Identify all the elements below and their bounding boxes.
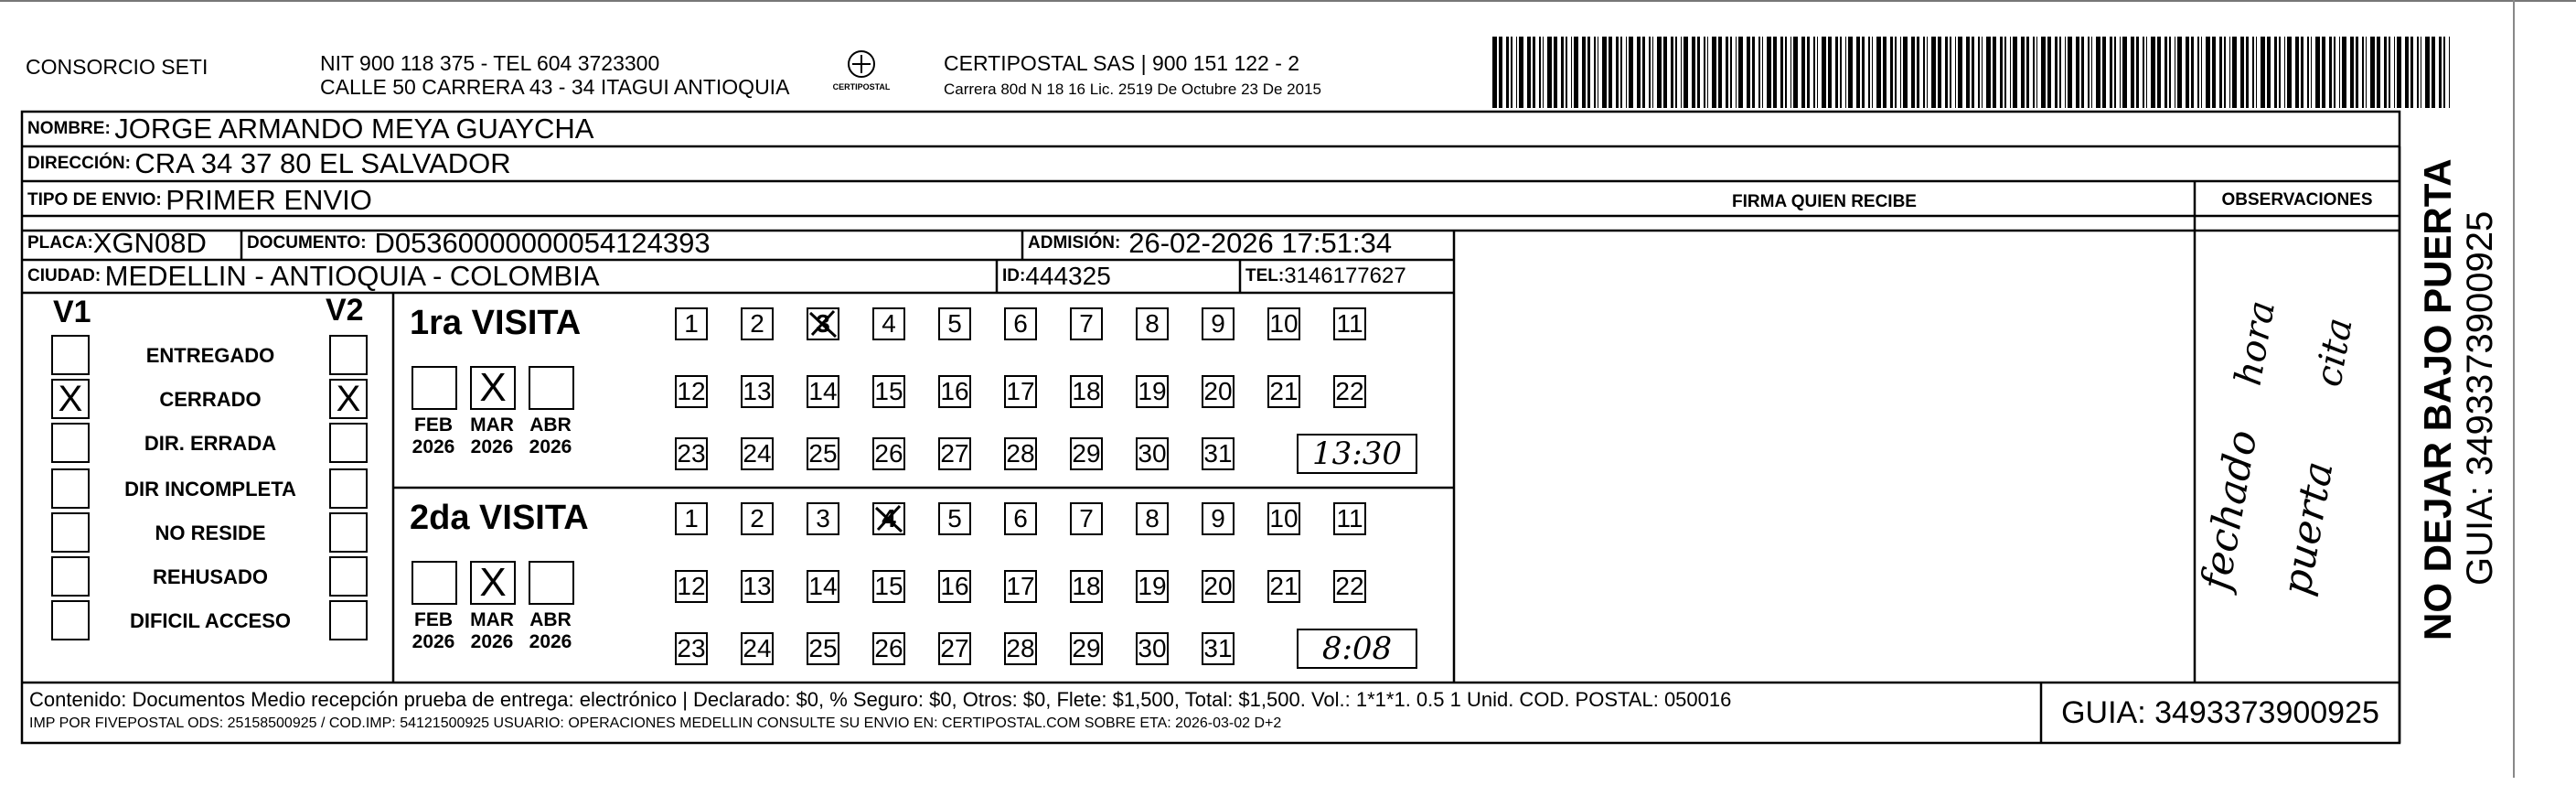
- day-box[interactable]: 20: [1202, 570, 1235, 603]
- month-year: 2026: [470, 631, 514, 652]
- v1-checkbox[interactable]: [51, 335, 90, 375]
- v1-label: V1: [53, 295, 91, 329]
- document-value: D05360000000054124393: [374, 227, 711, 259]
- status-option-label: REHUSADO: [153, 565, 268, 588]
- v2-checkbox[interactable]: [329, 512, 368, 553]
- day-box[interactable]: 2: [741, 502, 774, 535]
- day-box[interactable]: 17: [1004, 375, 1037, 408]
- time-box[interactable]: 8:08: [1297, 629, 1417, 669]
- recipient-address: CRA 34 37 80 EL SALVADOR: [134, 147, 511, 179]
- v1-checkbox[interactable]: [51, 512, 90, 553]
- admission-label: ADMISIÓN:: [1028, 233, 1121, 253]
- month-checkbox[interactable]: X: [470, 366, 516, 410]
- day-box[interactable]: 14: [807, 570, 839, 603]
- plate-label: PLACA:: [27, 233, 93, 253]
- v2-label: V2: [326, 293, 364, 328]
- day-box[interactable]: 30: [1136, 437, 1169, 470]
- day-box[interactable]: 6: [1004, 307, 1037, 340]
- day-box[interactable]: 24: [741, 437, 774, 470]
- day-box[interactable]: 14: [807, 375, 839, 408]
- city-label: CIUDAD:: [27, 266, 102, 285]
- v1-checkbox[interactable]: [51, 556, 90, 597]
- document-label: DOCUMENTO:: [247, 233, 367, 253]
- month-year: 2026: [470, 436, 514, 457]
- v2-checkbox[interactable]: X: [329, 379, 368, 419]
- day-box[interactable]: 31: [1202, 437, 1235, 470]
- v2-checkbox[interactable]: [329, 335, 368, 375]
- name-label: NOMBRE:: [27, 119, 111, 138]
- v2-checkbox[interactable]: [329, 423, 368, 463]
- type-label: TIPO DE ENVIO:: [27, 190, 162, 210]
- id-value: 444325: [1025, 262, 1111, 290]
- day-box[interactable]: 10: [1267, 502, 1300, 535]
- day-box[interactable]: 26: [872, 437, 905, 470]
- id-label: ID:: [1002, 266, 1026, 285]
- plate-value: XGN08D: [92, 227, 207, 259]
- day-box[interactable]: 5: [938, 307, 971, 340]
- print-info-line: IMP POR FIVEPOSTAL ODS: 25158500925 / COD.IMP: 54121500925 USUARIO: OPERACIONES MEDELLIN CONSULTE SU ENVIO EN: CERTIPOSTAL.COM SOBRE ETA: 2026-03-02 D+2: [29, 715, 1282, 731]
- v1-checkbox[interactable]: [51, 468, 90, 509]
- month-label: MAR: [470, 414, 514, 436]
- v1-checkbox[interactable]: [51, 600, 90, 640]
- visit-title: 2da VISITA: [410, 499, 589, 537]
- observation-handwriting-1: fechado: [2192, 426, 2267, 594]
- admission-value: 26-02-2026 17:51:34: [1128, 227, 1393, 259]
- admission-cell: [1022, 227, 1454, 260]
- day-box[interactable]: 5: [938, 502, 971, 535]
- day-box[interactable]: 28: [1004, 437, 1037, 470]
- day-box[interactable]: 20: [1202, 375, 1235, 408]
- signature-header: FIRMA QUIEN RECIBE: [1732, 192, 1917, 211]
- day-box[interactable]: 10: [1267, 307, 1300, 340]
- handwritten-x-mark: [872, 502, 905, 535]
- license-line: Carrera 80d N 18 16 Lic. 2519 De Octubre 23 De 2015: [944, 81, 1321, 98]
- address-line: CALLE 50 CARRERA 43 - 34 ITAGUI ANTIOQUIA: [320, 75, 790, 99]
- day-box[interactable]: 1: [675, 502, 708, 535]
- side-warning: NO DEJAR BAJO PUERTA: [2416, 158, 2459, 640]
- city-cell: [22, 260, 997, 293]
- address-label: DIRECCIÓN:: [27, 154, 131, 173]
- v1-checkbox[interactable]: X: [51, 379, 90, 419]
- type-row: [22, 185, 1302, 216]
- shipment-type: PRIMER ENVIO: [166, 185, 372, 216]
- observation-handwriting-3: hora: [2227, 297, 2284, 389]
- side-guia: GUIA: 3493373900925: [2460, 210, 2500, 586]
- day-box[interactable]: 2: [741, 307, 774, 340]
- day-box[interactable]: 21: [1267, 570, 1300, 603]
- day-box[interactable]: 4: [872, 502, 905, 535]
- observations-area: [2192, 231, 2400, 683]
- day-box[interactable]: 9: [1202, 502, 1235, 535]
- day-box[interactable]: 13: [741, 375, 774, 408]
- day-box[interactable]: 15: [872, 570, 905, 603]
- month-year: 2026: [412, 436, 455, 457]
- month-checkbox[interactable]: [529, 561, 574, 605]
- status-option-label: DIR INCOMPLETA: [124, 478, 296, 500]
- tel-value: 3146177627: [1284, 264, 1406, 288]
- day-box[interactable]: 8: [1136, 502, 1169, 535]
- day-box[interactable]: 24: [741, 632, 774, 665]
- v2-checkbox[interactable]: [329, 600, 368, 640]
- company-name: CONSORCIO SETI: [26, 55, 208, 79]
- day-box[interactable]: 21: [1267, 375, 1300, 408]
- day-box[interactable]: 9: [1202, 307, 1235, 340]
- month-label: FEB: [414, 609, 453, 630]
- day-box[interactable]: 26: [872, 632, 905, 665]
- day-box[interactable]: 12: [675, 570, 708, 603]
- day-box[interactable]: 16: [938, 375, 971, 408]
- day-box[interactable]: 19: [1136, 375, 1169, 408]
- day-box[interactable]: 16: [938, 570, 971, 603]
- tel-cell: [1240, 260, 1454, 293]
- tel-label: TEL:: [1245, 266, 1285, 285]
- city-value: MEDELLIN - ANTIOQUIA - COLOMBIA: [104, 260, 600, 292]
- month-checkbox[interactable]: X: [470, 561, 516, 605]
- day-box[interactable]: 6: [1004, 502, 1037, 535]
- day-box[interactable]: 15: [872, 375, 905, 408]
- day-box[interactable]: 3: [807, 307, 839, 340]
- day-box[interactable]: 18: [1070, 570, 1103, 603]
- month-year: 2026: [529, 631, 572, 652]
- day-box[interactable]: 28: [1004, 632, 1037, 665]
- day-box[interactable]: 25: [807, 632, 839, 665]
- day-box[interactable]: 23: [675, 632, 708, 665]
- day-box[interactable]: 27: [938, 632, 971, 665]
- month-label: FEB: [414, 414, 453, 436]
- day-box[interactable]: 30: [1136, 632, 1169, 665]
- day-box[interactable]: 13: [741, 570, 774, 603]
- day-box[interactable]: 23: [675, 437, 708, 470]
- day-box[interactable]: 12: [675, 375, 708, 408]
- visit-title: 1ra VISITA: [410, 304, 582, 342]
- month-checkbox[interactable]: [412, 366, 457, 410]
- v2-checkbox[interactable]: [329, 556, 368, 597]
- time-box[interactable]: 13:30: [1297, 434, 1417, 474]
- month-checkbox[interactable]: [412, 561, 457, 605]
- contents-line: Contenido: Documentos Medio recepción prueba de entrega: electrónico | Declarado: $0, % Seguro: $0, Otros: $0, Flete: $1,500, Total: $1,500. Vol.: 1*1*1. 0.5 1 Unid. COD. POSTAL: 050016: [29, 688, 1732, 711]
- day-box[interactable]: 27: [938, 437, 971, 470]
- month-label: MAR: [470, 609, 514, 630]
- day-box[interactable]: 11: [1333, 502, 1366, 535]
- plate-cell: [22, 227, 241, 260]
- day-box[interactable]: 18: [1070, 375, 1103, 408]
- month-checkbox[interactable]: [529, 366, 574, 410]
- id-cell: [997, 260, 1240, 293]
- day-box[interactable]: 29: [1070, 437, 1103, 470]
- month-year: 2026: [529, 436, 572, 457]
- handwritten-x-mark: [807, 307, 839, 340]
- day-box[interactable]: 11: [1333, 307, 1366, 340]
- status-option-label: DIR. ERRADA: [144, 432, 277, 455]
- address-row: [22, 146, 2400, 181]
- day-box[interactable]: 17: [1004, 570, 1037, 603]
- status-option-label: NO RESIDE: [155, 522, 266, 544]
- month-label: ABR: [529, 414, 572, 436]
- status-option-label: CERRADO: [159, 388, 262, 411]
- month-label: ABR: [529, 609, 572, 630]
- status-option-label: ENTREGADO: [145, 344, 275, 367]
- footer-guia: GUIA: 3493373900925: [2061, 694, 2379, 730]
- day-box[interactable]: 4: [872, 307, 905, 340]
- observation-handwriting-2: puerta: [2272, 457, 2343, 599]
- logo-text: CERTIPOSTAL: [832, 82, 891, 91]
- day-box[interactable]: 8: [1136, 307, 1169, 340]
- day-box[interactable]: 22: [1333, 375, 1366, 408]
- name-row: [22, 112, 2400, 146]
- day-box[interactable]: 22: [1333, 570, 1366, 603]
- nit-line: NIT 900 118 375 - TEL 604 3723300: [320, 51, 660, 75]
- day-box[interactable]: 7: [1070, 502, 1103, 535]
- document-cell: [241, 227, 1022, 260]
- status-option-label: DIFICIL ACCESO: [129, 609, 291, 632]
- v1-checkbox[interactable]: [51, 423, 90, 463]
- observation-handwriting-4: cita: [2307, 315, 2361, 390]
- day-box[interactable]: 3: [807, 502, 839, 535]
- day-box[interactable]: 19: [1136, 570, 1169, 603]
- day-box[interactable]: 29: [1070, 632, 1103, 665]
- day-box[interactable]: 1: [675, 307, 708, 340]
- day-box[interactable]: 31: [1202, 632, 1235, 665]
- month-year: 2026: [412, 631, 455, 652]
- recipient-name: JORGE ARMANDO MEYA GUAYCHA: [114, 113, 594, 145]
- observations-header: OBSERVACIONES: [2221, 190, 2373, 210]
- v2-checkbox[interactable]: [329, 468, 368, 509]
- day-box[interactable]: 7: [1070, 307, 1103, 340]
- carrier-line: CERTIPOSTAL SAS | 900 151 122 - 2: [944, 51, 1300, 75]
- day-box[interactable]: 25: [807, 437, 839, 470]
